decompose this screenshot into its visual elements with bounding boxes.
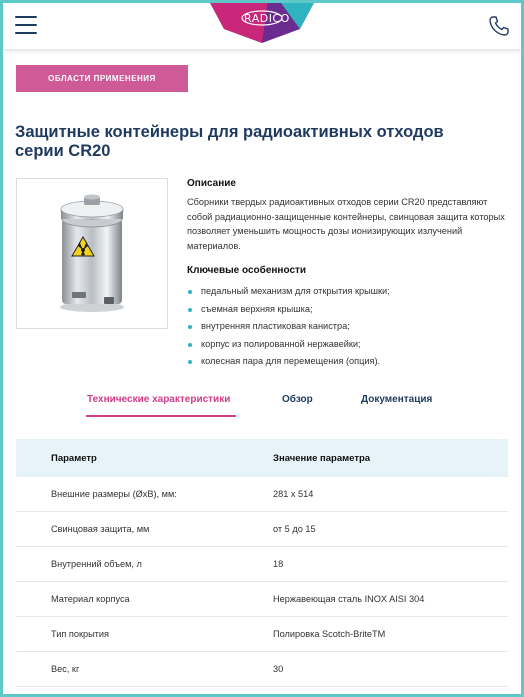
table-row	[16, 582, 508, 617]
param-name: Вес, кг	[51, 664, 80, 674]
table-row	[16, 547, 508, 582]
features-heading: Ключевые особенности	[187, 265, 307, 276]
param-name: Внутренний объем, л	[51, 559, 142, 569]
hamburger-menu-icon[interactable]	[15, 16, 37, 34]
feature-item: колесная пара для перемещения (опция).	[187, 353, 507, 371]
features-list	[187, 283, 507, 371]
param-value: 30	[273, 664, 284, 674]
areas-of-application-button[interactable]: ОБЛАСТИ ПРИМЕНЕНИЯ	[16, 65, 188, 92]
feature-item: корпус из полированной нержавейки;	[187, 336, 507, 354]
logo-text: RADICO	[244, 12, 290, 25]
feature-item: внутренняя пластиковая канистра;	[187, 318, 507, 336]
specs-table	[16, 439, 508, 687]
param-value: от 5 до 15	[273, 524, 316, 534]
param-value: Полировка Scotch-BriteTM	[273, 629, 386, 639]
tab-technical-specs[interactable]: Технические характеристики	[87, 394, 231, 405]
feature-item: съемная верхняя крышка;	[187, 301, 507, 319]
param-value: Нержавеющая сталь INOX AISI 304	[273, 594, 425, 604]
param-name: Свинцовая защита, мм	[51, 524, 150, 534]
param-name: Внешние размеры (ØxВ), мм:	[51, 489, 177, 499]
radico-logo[interactable]	[208, 3, 316, 43]
description-heading: Описание	[187, 178, 236, 189]
product-tabs	[3, 388, 521, 420]
table-row	[16, 617, 508, 652]
param-name: Тип покрытия	[51, 629, 110, 639]
table-row	[16, 652, 508, 687]
table-row	[16, 477, 508, 512]
param-value: 18	[273, 559, 284, 569]
page-title: Защитные контейнеры для радиоактивных отходов серии CR20	[15, 123, 444, 160]
phone-icon[interactable]	[487, 14, 511, 38]
param-value: 281 x 514	[273, 489, 314, 499]
active-tab-indicator	[86, 415, 236, 417]
column-header-parameter: Параметр	[51, 452, 97, 464]
stainless-steel-waste-container-image	[16, 178, 168, 329]
top-bar	[3, 3, 521, 49]
column-header-value: Значение параметра	[273, 452, 371, 464]
tab-documentation[interactable]: Документация	[361, 394, 433, 405]
table-row	[16, 512, 508, 547]
description-text: Сборники твердых радиоактивных отходов серии CR20 представляют собой радиационно-защищенные контейнеры, свинцовая защита которых позволяет уменьшить мощность дозы ионизирующих излучений материалов.	[187, 197, 505, 251]
table-header-row	[16, 439, 508, 477]
tab-overview[interactable]: Обзор	[282, 394, 313, 405]
page-frame	[3, 3, 521, 694]
param-name: Материал корпуса	[51, 594, 130, 604]
feature-item: педальный механизм для открытия крышки;	[187, 283, 507, 301]
